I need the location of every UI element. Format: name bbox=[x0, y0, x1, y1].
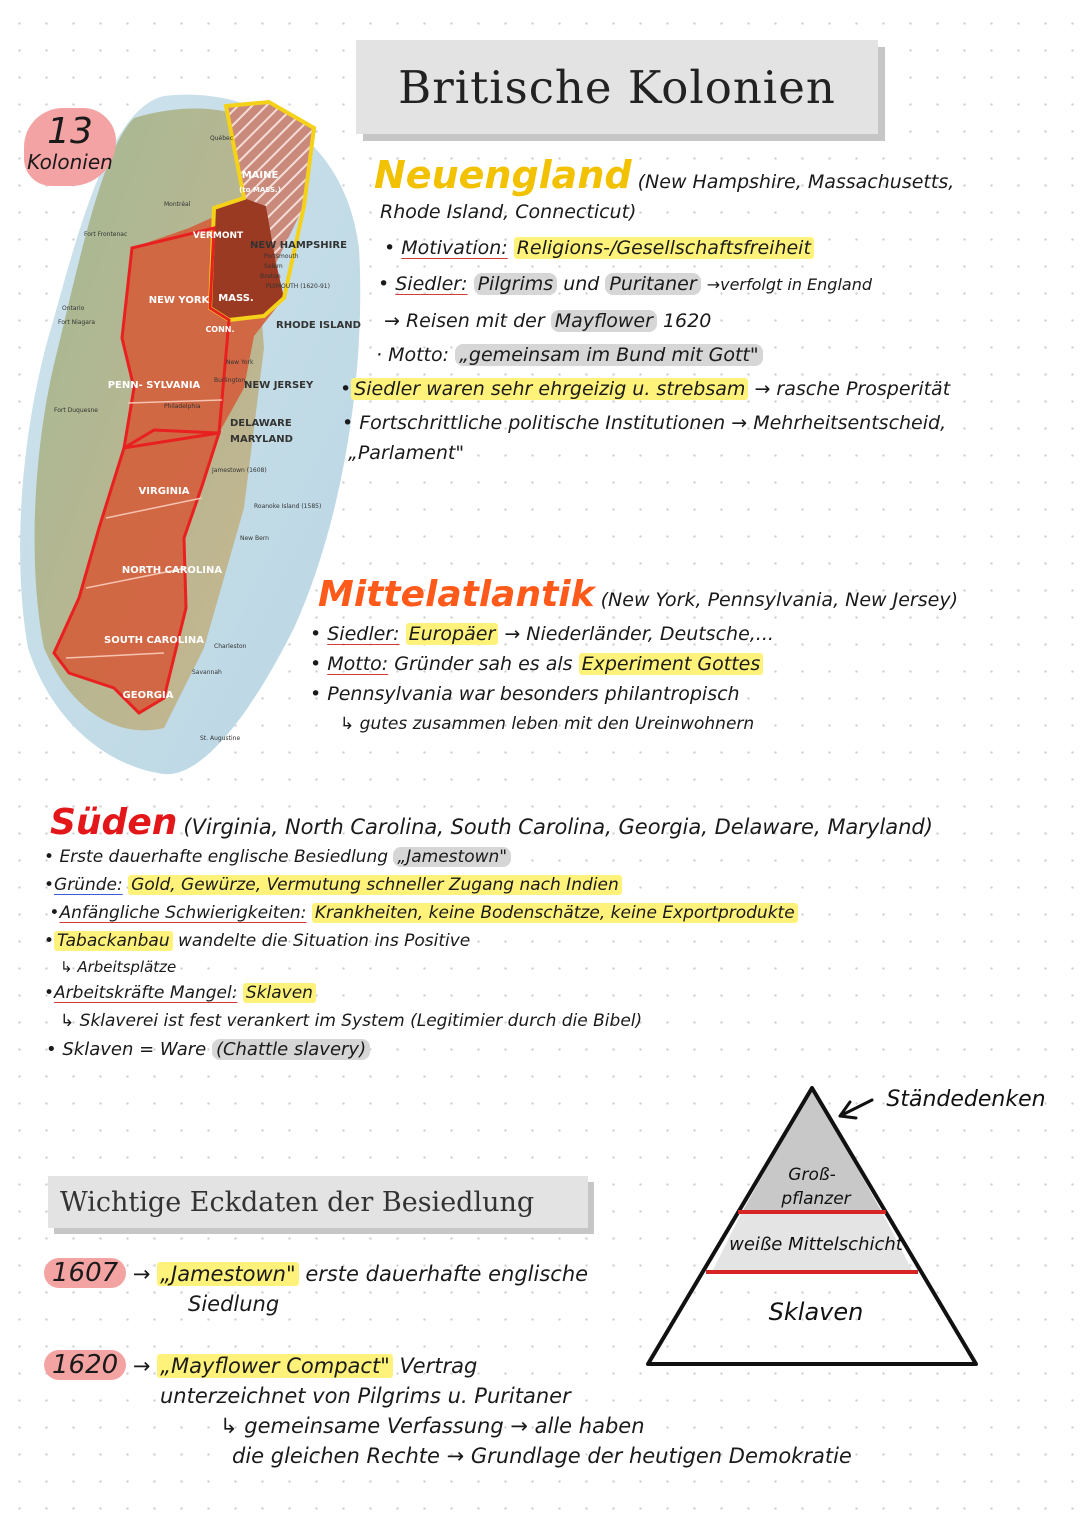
map-label-vermont: VERMONT bbox=[192, 231, 244, 241]
ne-motto-value: „gemeinsam im Bund mit Gott" bbox=[455, 344, 763, 366]
ma-siedler-label: Siedler: bbox=[327, 623, 400, 645]
ne-siedler-note: →verfolgt in England bbox=[706, 275, 872, 294]
map-label-fort-duquesne: Fort Duquesne bbox=[54, 407, 98, 414]
institutionen-parlament: „Parlament" bbox=[348, 442, 465, 464]
eckdaten-heading: Wichtige Eckdaten der Besiedlung bbox=[60, 1186, 535, 1218]
penn-text: Pennsylvania war besonders philantropisch bbox=[327, 683, 740, 705]
eckdaten-1607: 1607 → „Jamestown" erste dauerhafte englische Siedlung bbox=[44, 1258, 684, 1319]
map-label-conn: CONN. bbox=[205, 325, 235, 334]
sueden-l8-text: Sklaven = Ware bbox=[62, 1039, 207, 1060]
motivation-value: Religions-/Gesellschaftsfreiheit bbox=[514, 237, 814, 259]
e2-text-d: die gleichen Rechte → Grundlage der heutigen Demokratie bbox=[232, 1444, 852, 1468]
ne-siedler-value-2: Puritaner bbox=[605, 273, 700, 295]
e1-title: „Jamestown" bbox=[157, 1262, 299, 1286]
sueden-l6-value: Sklaven bbox=[243, 983, 316, 1003]
map-label-rhode-island: RHODE ISLAND bbox=[276, 320, 361, 331]
eckdaten-1620: 1620 → „Mayflower Compact" Vertrag unterzeichnet von Pilgrims u. Puritaner ↳ gemeinsame Verfassung → alle haben die gleichen Rechte → Grundlage der heutigen Demokratie bbox=[44, 1350, 864, 1471]
map-label-montreal: Montréal bbox=[164, 201, 191, 208]
map-label-boston: Boston bbox=[260, 273, 281, 280]
motivation-label: Motivation: bbox=[401, 237, 508, 259]
map-label-delaware: DELAWARE bbox=[230, 418, 292, 429]
page-title-box bbox=[356, 40, 878, 134]
map-label-savannah: Savannah bbox=[192, 669, 222, 676]
map-label-north-carolina: NORTH CAROLINA bbox=[121, 565, 223, 576]
neuengland-states-b: Rhode Island, Connecticut) bbox=[380, 201, 637, 223]
ne-motto-label: Motto: bbox=[388, 344, 450, 366]
map-label-salem: Salem bbox=[264, 263, 283, 270]
badge-label: Kolonien bbox=[27, 150, 113, 174]
pyramid-middle-label: weiße Mittelschicht bbox=[729, 1234, 903, 1255]
map-label-georgia: GEORGIA bbox=[122, 690, 174, 701]
map-label-plymouth: PLYMOUTH (1620-91) bbox=[266, 283, 330, 290]
pyramid-top-label-b: pflanzer bbox=[781, 1189, 851, 1209]
map-label-jamestown: Jamestown (1608) bbox=[212, 467, 267, 474]
ehrgeiz-text: Siedler waren sehr ehrgeizig u. strebsam bbox=[351, 378, 748, 400]
page-title: Britische Kolonien bbox=[398, 60, 836, 114]
sueden-l5: ↳ Arbeitsplätze bbox=[60, 958, 177, 976]
ne-siedler-und: und bbox=[563, 273, 600, 295]
pyramid-bottom-label: Sklaven bbox=[768, 1298, 864, 1326]
ne-siedler-value-1: Pilgrims bbox=[474, 273, 558, 295]
section-sueden: Süden (Virginia, North Carolina, South Carolina, Georgia, Delaware, Maryland) • Erste dauerhafte englische Besiedlung „Jamestown" •Gründe: Gold, Gewürze, Vermutung schneller Zugang nach Indien •Anfängliche Schwierigkeiten: Krankheiten, keine Bodenschätze, keine Exportprodukte • Tabackanbau wandelte die Situation ins Positive ↳ Arbeitsplätze •Arbeitskräfte Mangel: Sklaven ↳ Sklaverei ist fest verankert im System (Legitimier durch die Bibel) • Sklaven = Ware (Chattle slavery) bbox=[44, 808, 1044, 1065]
reise-ship: Mayflower bbox=[551, 310, 657, 332]
map-label-new-jersey: NEW JERSEY bbox=[244, 380, 314, 391]
reise-pre: → Reisen mit der bbox=[384, 310, 545, 332]
section-neuengland: Neuengland (New Hampshire, Massachusetts, Rhode Island, Connecticut) • Motivation: Religions-/Gesellschaftsfreiheit • Siedler: Pilgrims und Puritaner →verfolgt in England → Reisen mit der Mayflower 1620 · Motto: „gemeinsam im Bund mit Gott" • Siedler waren sehr ehrgeizig u. strebsam → rasche Prosperität • Fortschrittliche politische Institutionen → Mehrheitsentscheid, „Parlament" bbox=[340, 160, 1060, 468]
sueden-states: (Virginia, North Carolina, South Carolina, Georgia, Delaware, Maryland) bbox=[183, 815, 933, 839]
e2-text-c: ↳ gemeinsame Verfassung → alle haben bbox=[220, 1414, 645, 1438]
map-label-new-bern: New Bern bbox=[240, 535, 269, 542]
map-label-st-augustine: St. Augustine bbox=[200, 735, 241, 742]
map-label-fort-frontenac: Fort Frontenac bbox=[84, 231, 128, 238]
ma-motto-text: Gründer sah es als bbox=[394, 653, 573, 675]
e2-text-b: unterzeichnet von Pilgrims u. Puritaner bbox=[160, 1384, 571, 1408]
sueden-l6-label: Arbeitskräfte Mangel: bbox=[54, 983, 238, 1003]
neuengland-heading: Neuengland bbox=[374, 153, 632, 197]
map-label-new-york-city: New York bbox=[226, 359, 254, 366]
sueden-l4-label: Tabackanbau bbox=[54, 931, 173, 951]
sueden-l2-label: Gründe: bbox=[54, 875, 123, 895]
ma-motto-value: Experiment Gottes bbox=[579, 653, 764, 675]
sueden-heading: Süden bbox=[50, 802, 178, 843]
map-label-fort-niagara: Fort Niagara bbox=[58, 319, 96, 326]
map-label-portsmouth: Portsmouth bbox=[264, 253, 299, 260]
sueden-l3-label: Anfängliche Schwierigkeiten: bbox=[59, 903, 307, 923]
map-label-ontario: Ontario bbox=[62, 305, 85, 312]
institutionen-text: Fortschrittliche politische Institutionen → Mehrheitsentscheid, bbox=[359, 412, 947, 434]
sueden-l3-value: Krankheiten, keine Bodenschätze, keine Exportprodukte bbox=[312, 903, 798, 923]
e2-text-a: Vertrag bbox=[399, 1354, 478, 1378]
sueden-l1-text: Erste dauerhafte englische Besiedlung bbox=[59, 847, 389, 867]
mittelatlantik-heading: Mittelatlantik bbox=[318, 574, 595, 615]
map-label-virginia: VIRGINIA bbox=[138, 486, 190, 497]
e1-text-b: Siedlung bbox=[188, 1292, 280, 1316]
map-label-philadelphia: Philadelphia bbox=[164, 403, 201, 410]
map-label-charleston: Charleston bbox=[214, 643, 247, 650]
reise-year: 1620 bbox=[662, 310, 712, 332]
ne-siedler-label: Siedler: bbox=[395, 273, 468, 295]
sueden-l4-value: wandelte die Situation ins Positive bbox=[178, 931, 471, 951]
ehrgeiz-result: → rasche Prosperität bbox=[754, 378, 951, 400]
ma-siedler-note: → Niederländer, Deutsche,... bbox=[504, 623, 774, 645]
map-label-mass: MASS. bbox=[218, 293, 254, 304]
sueden-l7: ↳ Sklaverei ist fest verankert im System (Legitimier durch die Bibel) bbox=[60, 1011, 643, 1031]
map-label-south-carolina: SOUTH CAROLINA bbox=[104, 635, 204, 646]
map-label-maine: MAINE bbox=[241, 170, 279, 181]
ma-motto-label: Motto: bbox=[327, 653, 389, 675]
map-label-pennsylvania: PENN- SYLVANIA bbox=[107, 380, 201, 391]
ma-siedler-value: Europäer bbox=[406, 623, 499, 645]
eckdaten-heading-box bbox=[48, 1176, 588, 1228]
sueden-l2-value: Gold, Gewürze, Vermutung schneller Zugang nach Indien bbox=[128, 875, 622, 895]
badge-number: 13 bbox=[47, 111, 93, 152]
map-label-maine-sub: (to MASS.) bbox=[239, 186, 281, 194]
sueden-l8-value: (Chattle slavery) bbox=[212, 1039, 370, 1060]
neuengland-states-a: (New Hampshire, Massachusetts, bbox=[637, 171, 955, 193]
section-mittelatlantik: Mittelatlantik (New York, Pennsylvania, New Jersey) • Siedler: Europäer → Niederländer, Deutsche,... • Motto: Gründer sah es als Experiment Gottes • Pennsylvania war besonders philantropisch ↳ gutes zusammen leben mit den Ureinwohnern bbox=[310, 580, 1050, 739]
map-label-quebec: Québec bbox=[210, 135, 234, 142]
e1-text-a: erste dauerhafte englische bbox=[305, 1262, 589, 1286]
e2-year: 1620 bbox=[44, 1350, 126, 1380]
pyramid-top-label-a: Groß- bbox=[788, 1165, 836, 1185]
map-label-new-hampshire: NEW HAMPSHIRE bbox=[250, 240, 347, 251]
map-label-roanoke: Roanoke Island (1585) bbox=[254, 503, 322, 510]
sueden-l1-value: „Jamestown" bbox=[393, 847, 511, 867]
mittelatlantik-states: (New York, Pennsylvania, New Jersey) bbox=[600, 589, 958, 611]
e1-year: 1607 bbox=[44, 1258, 126, 1288]
pyramid-annotation-arrow bbox=[840, 1100, 872, 1118]
map-label-burlington: Burlington bbox=[214, 377, 246, 384]
map-label-maryland: MARYLAND bbox=[230, 434, 293, 445]
penn-note: ↳ gutes zusammen leben mit den Ureinwohnern bbox=[340, 714, 755, 734]
e2-title: „Mayflower Compact" bbox=[157, 1354, 393, 1378]
pyramid-annotation: Ständedenken bbox=[886, 1087, 1046, 1112]
map-label-new-york: NEW YORK bbox=[148, 295, 210, 306]
